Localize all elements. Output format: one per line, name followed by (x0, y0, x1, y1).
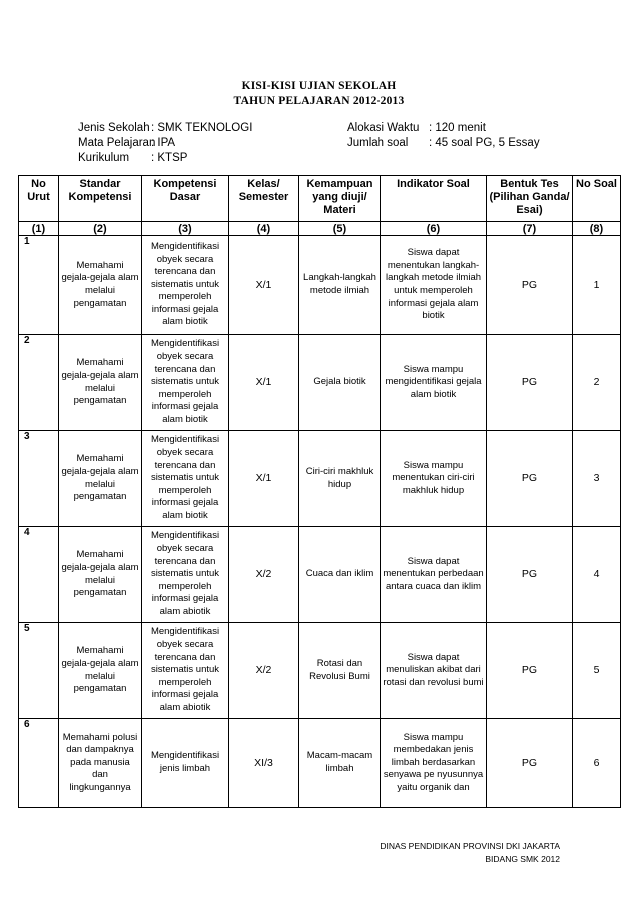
column-header: Kemampuan yang diuji/ Materi (299, 176, 381, 222)
cell-standar-kompetensi: Memahami polusi dan dampaknya pada manusia dan lingkungannya (59, 719, 142, 808)
cell-materi: Langkah-langkah metode ilmiah (299, 236, 381, 335)
cell-kelas: X/1 (229, 236, 299, 335)
document-title: KISI-KISI UJIAN SEKOLAH (241, 80, 397, 92)
meta-curriculum (78, 151, 252, 166)
meta-time-allocation (347, 121, 540, 136)
column-header: Bentuk Tes (Pilihan Ganda/ Esai) (487, 176, 573, 222)
cell-materi: Cuaca dan iklim (299, 527, 381, 623)
footer-agency: DINAS PENDIDIKAN PROVINSI DKI JAKARTA (380, 841, 560, 851)
cell-kompetensi-dasar: Mengidentifikasi obyek secara terencana dan sistematis untuk memperoleh informasi gejala alam biotik (142, 431, 229, 527)
meta-key: Jenis Sekolah (78, 122, 150, 134)
cell-no-soal: 5 (573, 623, 621, 719)
cell-no: 5 (19, 623, 59, 719)
column-number-row (19, 222, 621, 236)
cell-no: 6 (19, 719, 59, 808)
cell-no: 4 (19, 527, 59, 623)
cell-no-soal: 3 (573, 431, 621, 527)
cell-bentuk-tes: PG (487, 335, 573, 431)
column-number: (8) (573, 222, 621, 236)
meta-key: Alokasi Waktu (347, 122, 420, 134)
cell-kelas: XI/3 (229, 719, 299, 808)
cell-indikator: Siswa dapat menentukan perbedaan antara cuaca dan iklim (381, 527, 487, 623)
page-footer (380, 840, 560, 865)
meta-key: Kurikulum (78, 152, 130, 164)
table-header-row (19, 176, 621, 222)
meta-school-type (78, 121, 252, 136)
table-row (19, 719, 621, 808)
cell-bentuk-tes: PG (487, 719, 573, 808)
meta-left (78, 121, 252, 166)
table-row (19, 335, 621, 431)
cell-standar-kompetensi: Memahami gejala-gejala alam melalui pengamatan (59, 431, 142, 527)
cell-no: 1 (19, 236, 59, 335)
cell-kompetensi-dasar: Mengidentifikasi obyek secara terencana dan sistematis untuk memperoleh informasi gejala alam abiotik (142, 623, 229, 719)
cell-standar-kompetensi: Memahami gejala-gejala alam melalui pengamatan (59, 236, 142, 335)
cell-bentuk-tes: PG (487, 527, 573, 623)
meta-right (347, 121, 540, 151)
cell-standar-kompetensi: Memahami gejala-gejala alam melalui pengamatan (59, 527, 142, 623)
cell-materi: Macam-macam limbah (299, 719, 381, 808)
cell-kompetensi-dasar: Mengidentifikasi obyek secara terencana dan sistematis untuk memperoleh informasi gejala alam abiotik (142, 527, 229, 623)
meta-value: : 120 menit (429, 122, 486, 134)
column-number: (3) (142, 222, 229, 236)
cell-kompetensi-dasar: Mengidentifikasi obyek secara terencana dan sistematis untuk memperoleh informasi gejala alam biotik (142, 335, 229, 431)
cell-indikator: Siswa mampu menentukan ciri-ciri makhluk hidup (381, 431, 487, 527)
cell-indikator: Siswa mampu mengidentifikasi gejala alam biotik (381, 335, 487, 431)
column-number: (6) (381, 222, 487, 236)
table-row (19, 527, 621, 623)
cell-indikator: Siswa dapat menentukan langkah-langkah metode ilmiah untuk memperoleh informasi gejala alam biotik (381, 236, 487, 335)
meta-value: : 45 soal PG, 5 Essay (429, 137, 540, 149)
cell-kompetensi-dasar: Mengidentifikasi jenis limbah (142, 719, 229, 808)
document-subtitle: TAHUN PELAJARAN 2012-2013 (233, 95, 405, 107)
cell-kelas: X/2 (229, 623, 299, 719)
cell-standar-kompetensi: Memahami gejala-gejala alam melalui pengamatan (59, 335, 142, 431)
meta-key: Mata Pelajaran (78, 137, 156, 149)
cell-materi: Gejala biotik (299, 335, 381, 431)
column-number: (5) (299, 222, 381, 236)
meta-value: : SMK TEKNOLOGI (151, 122, 253, 134)
cell-kelas: X/1 (229, 335, 299, 431)
table-row (19, 431, 621, 527)
column-header: No Soal (573, 176, 621, 222)
column-number: (4) (229, 222, 299, 236)
cell-indikator: Siswa mampu membedakan jenis limbah berdasarkan senyawa pe nyusunnya yaitu organik dan (381, 719, 487, 808)
cell-bentuk-tes: PG (487, 431, 573, 527)
cell-no: 3 (19, 431, 59, 527)
meta-key: Jumlah soal (347, 137, 409, 149)
cell-materi: Ciri-ciri makhluk hidup (299, 431, 381, 527)
column-number: (2) (59, 222, 142, 236)
exam-grid-table (18, 175, 621, 808)
column-header: Kelas/ Semester (229, 176, 299, 222)
cell-kompetensi-dasar: Mengidentifikasi obyek secara terencana dan sistematis untuk memperoleh informasi gejala alam biotik (142, 236, 229, 335)
meta-subject (78, 136, 252, 151)
column-header: Standar Kompetensi (59, 176, 142, 222)
cell-no-soal: 1 (573, 236, 621, 335)
meta-question-count (347, 136, 540, 151)
cell-no-soal: 6 (573, 719, 621, 808)
column-number: (1) (19, 222, 59, 236)
cell-standar-kompetensi: Memahami gejala-gejala alam melalui pengamatan (59, 623, 142, 719)
column-header: Kompetensi Dasar (142, 176, 229, 222)
cell-no-soal: 4 (573, 527, 621, 623)
meta-value: : IPA (151, 137, 176, 149)
footer-department: BIDANG SMK 2012 (485, 853, 560, 864)
column-header: No Urut (19, 176, 59, 222)
cell-bentuk-tes: PG (487, 236, 573, 335)
column-header: Indikator Soal (381, 176, 487, 222)
cell-kelas: X/2 (229, 527, 299, 623)
cell-indikator: Siswa dapat menuliskan akibat dari rotasi dan revolusi bumi (381, 623, 487, 719)
table-row (19, 236, 621, 335)
table-row (19, 623, 621, 719)
cell-kelas: X/1 (229, 431, 299, 527)
column-number: (7) (487, 222, 573, 236)
cell-materi: Rotasi dan Revolusi Bumi (299, 623, 381, 719)
cell-bentuk-tes: PG (487, 623, 573, 719)
meta-value: : KTSP (151, 152, 188, 164)
cell-no-soal: 2 (573, 335, 621, 431)
cell-no: 2 (19, 335, 59, 431)
